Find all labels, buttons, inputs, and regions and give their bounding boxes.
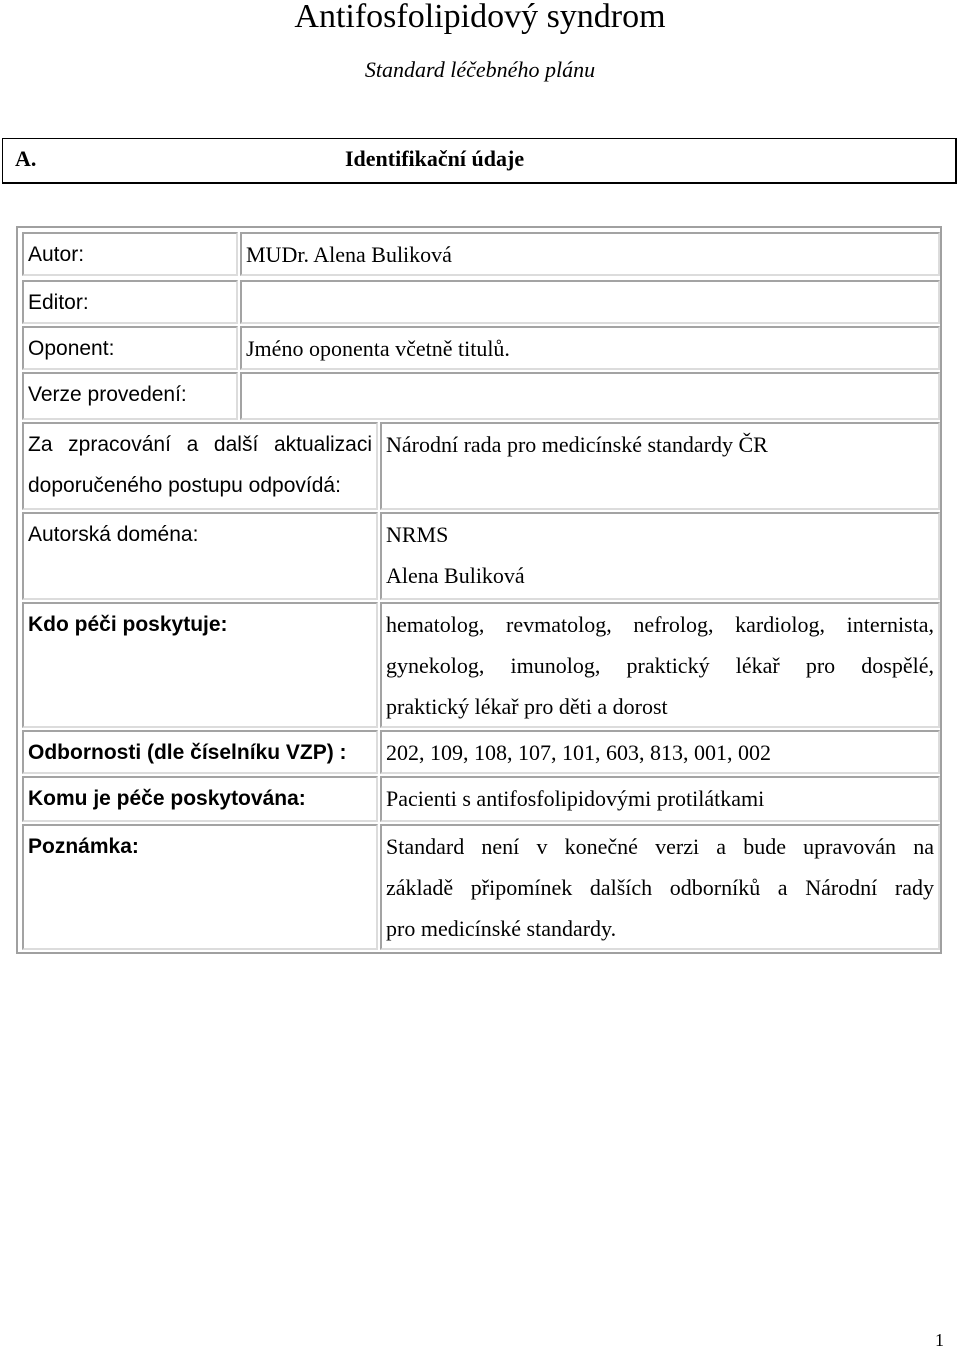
label-domain: Autorská doména:: [22, 512, 378, 600]
value-care-providers: [380, 602, 940, 728]
label-version: Verze provedení:: [22, 372, 238, 420]
label-responsible-line1: Za zpracování a další aktualizaci: [28, 433, 372, 456]
label-responsible: [22, 422, 378, 510]
section-header: [2, 138, 957, 184]
value-domain: [380, 512, 940, 600]
value-responsible: Národní rada pro medicínské standardy ČR: [380, 422, 940, 510]
document-subtitle: Standard léčebného plánu: [364, 57, 596, 82]
value-opponent: Jméno oponenta včetně titulů.: [240, 326, 940, 370]
value-care-providers-line2: gynekolog, imunolog, praktický lékař pro dospělé,: [386, 653, 934, 678]
label-care-providers: Kdo péči poskytuje:: [22, 602, 378, 728]
page-number: 1: [935, 1330, 944, 1350]
value-note: [380, 824, 940, 950]
value-author: MUDr. Alena Buliková: [240, 232, 940, 276]
label-note: Poznámka:: [22, 824, 378, 950]
value-specialties: 202, 109, 108, 107, 101, 603, 813, 001, 002: [380, 730, 940, 774]
value-care-providers-line3: praktický lékař pro děti a dorost: [386, 694, 668, 719]
value-version: [240, 372, 940, 420]
value-note-line1: Standard není v konečné verzi a bude upravován na: [386, 834, 934, 859]
value-note-line3: pro medicínské standardy.: [386, 916, 617, 941]
identification-table: [16, 226, 942, 954]
value-care-providers-line1: hematolog, revmatolog, nefrolog, kardiolog, internista,: [386, 612, 934, 637]
label-author: Autor:: [22, 232, 238, 276]
document-title: Antifosfolipidový syndrom: [294, 0, 666, 35]
value-domain-line1: NRMS: [386, 522, 449, 547]
value-editor: [240, 280, 940, 324]
section-heading: Identifikační údaje: [345, 146, 525, 171]
label-opponent: Oponent:: [22, 326, 238, 370]
value-domain-line2: Alena Buliková: [386, 563, 525, 588]
label-responsible-line2: doporučeného postupu odpovídá:: [28, 474, 341, 497]
label-editor: Editor:: [22, 280, 238, 324]
value-care-recipients: Pacienti s antifosfolipidovými protilátkami: [380, 776, 940, 822]
value-note-line2: základě připomínek dalších odborníků a Národní rady: [386, 875, 934, 900]
label-specialties: Odbornosti (dle číselníku VZP) :: [22, 730, 378, 774]
label-care-recipients: Komu je péče poskytována:: [22, 776, 378, 822]
section-letter: A.: [15, 146, 37, 171]
